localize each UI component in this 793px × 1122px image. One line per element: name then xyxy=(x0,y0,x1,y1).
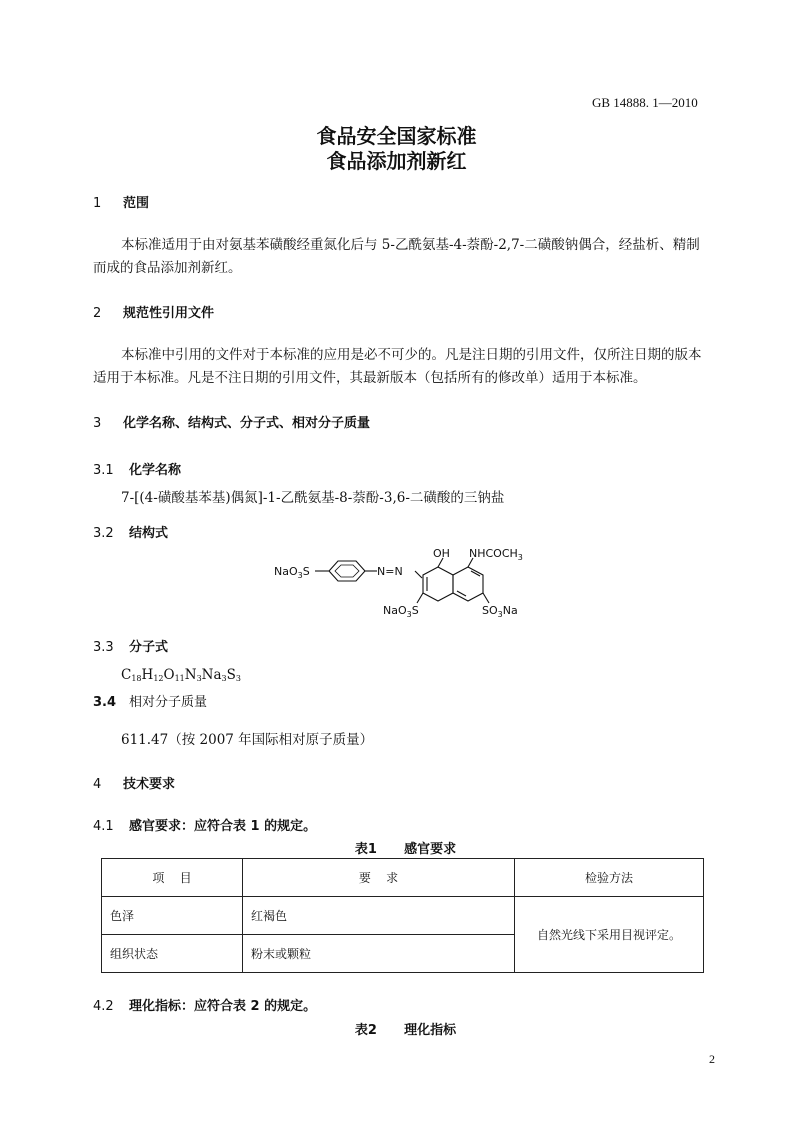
section-title: 技术要求 xyxy=(123,777,176,792)
section-title: 感官要求：应符合表 1 的规定。 xyxy=(129,819,317,834)
section-1-para-line-1: 本标准适用于由对氨基苯磺酸经重氮化后与 5-乙酰氨基-4-萘酚-2,7-二磺酸钠偶合，经盐析、精制 xyxy=(121,237,700,253)
so3na-right-label: $SO_3Na$ xyxy=(482,604,518,619)
azo-label: N=N xyxy=(377,565,403,578)
naphthalene-right-ring xyxy=(453,567,483,601)
table-1-sensory-requirements xyxy=(101,858,704,973)
standard-code: GB 14888. 1—2010 xyxy=(592,95,698,110)
molecular-mass: 611.47（按 2007 年国际相对原子质量） xyxy=(121,732,374,748)
section-number: 3.2 xyxy=(93,526,114,541)
cell-requirement: 红褐色 xyxy=(243,897,515,935)
section-number: 3.3 xyxy=(93,640,114,655)
section-number: 3 xyxy=(93,416,102,431)
section-3-1-heading xyxy=(93,459,181,478)
section-3-3-heading xyxy=(93,636,168,655)
table-2-caption: 表2 理化指标 xyxy=(354,1023,457,1038)
oh-label: OH xyxy=(433,547,450,560)
section-2-para-line-2: 适用于本标准。凡是不注日期的引用文件，其最新版本（包括所有的修改单）适用于本标准。 xyxy=(93,370,647,386)
section-number: 2 xyxy=(93,306,102,321)
page-title: 食品安全国家标准 xyxy=(316,124,477,148)
section-title: 化学名称 xyxy=(129,463,182,478)
cell-requirement: 粉末或颗粒 xyxy=(243,935,515,973)
naso3-bottom-label: NaO$_3$S xyxy=(383,604,419,619)
section-title: 分子式 xyxy=(129,640,169,655)
nhcoch3-label: $NHCOCH_3$ xyxy=(469,547,523,562)
page-subtitle: 食品添加剂新红 xyxy=(326,149,467,173)
section-number: 3.1 xyxy=(93,463,114,478)
section-3-4-heading xyxy=(93,691,207,710)
chemical-name: 7-[(4-磺酸基苯基)偶氮]-1-乙酰氨基-8-萘酚-3,6-二磺酸的三钠盐 xyxy=(121,490,505,506)
section-number: 4.1 xyxy=(93,819,114,834)
table-row xyxy=(102,897,704,935)
bond-so3-left xyxy=(417,593,423,603)
section-2-heading xyxy=(93,302,214,321)
section-number: 3.4 xyxy=(93,695,117,710)
molecular-formula: $C_{18}H_{12}O_{11}N_3Na_3S_3$ xyxy=(121,667,241,683)
section-number: 4.2 xyxy=(93,999,114,1014)
section-1-heading xyxy=(93,192,149,211)
header-item: 项 目 xyxy=(102,859,243,897)
section-4-1-heading xyxy=(93,815,316,834)
header-requirement: 要 求 xyxy=(243,859,515,897)
naso3-left-label: NaO$_3$S xyxy=(274,565,310,580)
double-bond xyxy=(471,571,480,576)
section-title: 相对分子质量 xyxy=(129,695,208,710)
section-title: 规范性引用文件 xyxy=(123,306,215,321)
section-3-2-heading xyxy=(93,522,168,541)
bond-so3-right xyxy=(483,593,489,603)
benzene-inner-ring xyxy=(335,565,359,577)
structural-formula-diagram xyxy=(260,545,580,630)
section-1-para-line-2: 而成的食品添加剂新红。 xyxy=(93,260,242,276)
header-method: 检验方法 xyxy=(515,859,704,897)
section-number: 4 xyxy=(93,777,102,792)
section-title: 结构式 xyxy=(129,526,169,541)
section-4-2-heading xyxy=(93,995,316,1014)
bond-azo-naph xyxy=(415,571,422,578)
table-1-caption: 表1 感官要求 xyxy=(354,842,457,857)
section-2-para-line-1: 本标准中引用的文件对于本标准的应用是必不可少的。凡是注日期的引用文件，仅所注日期的版本 xyxy=(121,347,702,363)
section-3-heading xyxy=(93,412,370,431)
section-4-heading xyxy=(93,773,175,792)
benzene-ring xyxy=(329,561,365,581)
cell-method: 自然光线下采用目视评定。 xyxy=(515,897,704,973)
section-title: 理化指标：应符合表 2 的规定。 xyxy=(129,999,317,1014)
section-title: 化学名称、结构式、分子式、相对分子质量 xyxy=(123,416,371,431)
page-number: 2 xyxy=(709,1052,715,1066)
section-title: 范围 xyxy=(123,196,150,211)
table-header-row xyxy=(102,859,704,897)
cell-item: 色泽 xyxy=(102,897,243,935)
section-number: 1 xyxy=(93,196,102,211)
cell-item: 组织状态 xyxy=(102,935,243,973)
